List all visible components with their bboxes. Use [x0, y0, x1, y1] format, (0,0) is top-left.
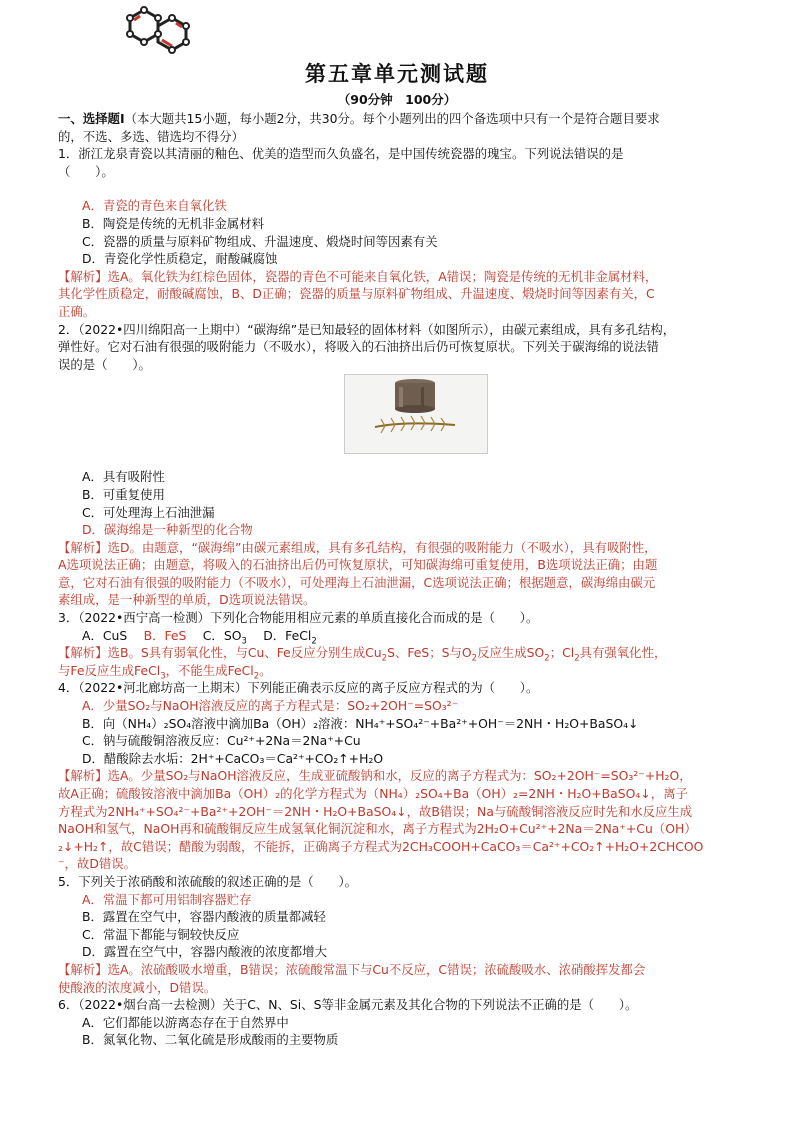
q4-option-b: B．向（NH₄）₂SO₄溶液中滴加Ba（OH）₂溶液：NH₄⁺+SO₄²⁻+Ba²⁺+OH⁻＝2NH・H₂O+BaSO₄↓: [82, 715, 639, 731]
q6-option-b: B．氮氧化物、二氧化硫是形成酸雨的主要物质: [82, 1032, 339, 1048]
q1-option-d: D．青瓷化学性质稳定，耐酸碱腐蚀: [82, 251, 278, 267]
q4-option-d: D．醋酸除去水垢：2H⁺+CaCO₃＝Ca²⁺+CO₂↑+H₂O: [82, 750, 384, 766]
q3-options: [58, 627, 738, 645]
q2-option-c: C．可处理海上石油泄漏: [82, 504, 215, 520]
q5-stem: 5．下列关于浓硝酸和浓硫酸的叙述正确的是（ ）。: [58, 873, 358, 889]
q2-option-b: B．可重复使用: [82, 486, 165, 502]
q3-option-a: A．CuS: [82, 627, 128, 643]
q1-stem-1: 1．浙江龙泉青瓷以其清丽的釉色、优美的造型而久负盛名，是中国传统瓷器的瑰宝。下列说法错误的是: [58, 146, 624, 162]
section-header: [58, 110, 738, 128]
q4-option-c: C．钠与硫酸铜溶液反应：Cu²⁺+2Na＝2Na⁺+Cu: [82, 733, 361, 749]
q2-stem-1: 2．（2022•四川绵阳高一上期中）“碳海绵”是已知最轻的固体材料（如图所示），由碳元素组成，具有多孔结构，: [58, 321, 676, 337]
naphthalene-logo-icon: [124, 6, 192, 58]
q2-option-d: D．碳海绵是一种新型的化合物: [82, 522, 253, 538]
page-subtitle: （90分钟 100分）: [337, 92, 457, 107]
q4-explanation-5: ₂↓+H₂↑，故C错误；醋酸为弱酸，不能拆，正确离子方程式为2CH₃COOH+CaCO₃＝Ca²⁺+CO₂↑+H₂O+2CHCOO: [58, 838, 704, 854]
q2-stem-2: 弹性好。它对石油有很强的吸附能力（不吸水），将吸入的石油挤出后仍可恢复原状。下列关于碳海绵的说法错: [58, 339, 659, 355]
q4-explanation-3: 方程式为2NH₄⁺+SO₄²⁻+Ba²⁺+2OH⁻＝2NH・H₂O+BaSO₄↓，故B错误；Na与硫酸铜溶液反应时先和水反应生成: [58, 803, 693, 819]
q4-option-a: A．少量SO₂与NaOH溶液反应的离子方程式是：SO₂+2OH⁻=SO₃²⁻: [82, 698, 459, 714]
q4-explanation-4: NaOH和氢气，NaOH再和硫酸铜反应生成氢氧化铜沉淀和水，离子方程式为2H₂O+Cu²⁺+2Na＝2Na⁺+Cu（OH）: [58, 821, 697, 837]
q3-option-d: D．FeCl$_2$: [263, 627, 317, 647]
q3-explanation-1: 【解析】选B。S具有弱氧化性，与Cu、Fe反应分别生成$Cu_2S$、FeS；S与$O_2$反应生成$SO_2$；$Cl_2$具有强氧化性，: [58, 645, 667, 664]
q1-explanation-2: 其化学性质稳定，耐酸碱腐蚀，B、D正确；瓷器的质量与原料矿物组成、升温速度、煅烧时间等因素有关，C: [58, 286, 655, 302]
q5-option-d: D．露置在空气中，容器内酸液的浓度都增大: [82, 944, 327, 960]
carbon-sponge-photo: [344, 374, 488, 454]
q6-stem: 6．（2022•烟台高一去检测）关于C、N、Si、S等非金属元素及其化合物的下列说法不正确的是（ ）。: [58, 997, 638, 1013]
q2-option-a: A．具有吸附性: [82, 469, 165, 485]
q3-stem: 3．（2022•西宁高一检测）下列化合物能用相应元素的单质直接化合而成的是（ ）。: [58, 610, 539, 626]
q2-stem-3: 误的是（ ）。: [58, 356, 151, 372]
q4-explanation-6: ⁻，故D错误。: [58, 856, 137, 872]
q5-option-c: C．常温下都能与铜较快反应: [82, 926, 240, 942]
section-heading: 一、选择题Ⅰ: [58, 111, 125, 126]
q1-option-a: A．青瓷的青色来自氧化铁: [82, 198, 227, 214]
q4-explanation-1: 【解析】选A。少量SO₂与NaOH溶液反应，生成亚硫酸钠和水，反应的离子方程式为：SO₂+2OH⁻=SO₃²⁻+H₂O，: [58, 768, 692, 784]
q2-explanation-4: 素组成，是一种新型的单质，D选项说法错误。: [58, 592, 316, 608]
q2-explanation-3: 意，它对石油有很强的吸附能力（不吸水），可处理海上石油泄漏，C选项说法正确；根据题意，碳海绵由碳元: [58, 574, 656, 590]
q4-explanation-2: 故A正确；硫酸铵溶液中滴加Ba（OH）₂的化学方程式为（NH₄）₂SO₄+Ba（OH）₂=2NH・H₂O+BaSO₄↓，离子: [58, 786, 688, 801]
q5-option-b: B．露置在空气中，容器内酸液的质量都减轻: [82, 909, 326, 925]
q3-option-c: C．$SO_3$: [202, 627, 247, 647]
page-title: 第五章单元测试题: [305, 61, 489, 86]
exam-content: [58, 110, 738, 1049]
q6-option-a: A．它们都能以游离态存在于自然界中: [82, 1014, 289, 1030]
section-desc-2: 的，不选、多选、错选均不得分）: [58, 128, 244, 144]
q4-stem: 4．（2022•河北廊坊高一上期末）下列能正确表示反应的离子反应方程式的为（ ）。: [58, 680, 539, 696]
q5-explanation-2: 使酸液的浓度减小，D错误。: [58, 979, 217, 995]
q5-option-a: A．常温下都可用铝制容器贮存: [82, 891, 252, 907]
q1-stem-2: （ ）。: [58, 163, 114, 179]
q2-explanation-1: 【解析】选D。由题意，“碳海绵”由碳元素组成，具有多孔结构，有很强的吸附能力（不吸水），具有吸附性，: [58, 539, 657, 555]
q3-explanation-2: 与Fe反应生成FeCl$_3$，不能生成FeCl$_2$。: [58, 662, 272, 682]
q3-option-b: B．FeS: [143, 627, 187, 643]
q1-option-b: B．陶瓷是传统的无机非金属材料: [82, 215, 264, 231]
section-desc-1: （本大题共15小题，每小题2分，共30分。每个小题列出的四个备选项中只有一个是符合题目要求: [124, 111, 660, 126]
q5-explanation-1: 【解析】选A。浓硫酸吸水增重，B错误；浓硫酸常温下与Cu不反应，C错误；浓硫酸吸水、浓硝酸挥发都会: [58, 961, 646, 977]
q1-option-c: C．瓷器的质量与原料矿物组成、升温速度、煅烧时间等因素有关: [82, 233, 438, 249]
q2-explanation-2: A选项说法正确；由题意，将吸入的石油挤出后仍可恢复原状，可知碳海绵可重复使用，B选项说法正确；由题: [58, 557, 658, 573]
q1-explanation-1: 【解析】选A。氧化铁为红棕色固体，瓷器的青色不可能来自氧化铁，A错误；陶瓷是传统的无机非金属材料，: [58, 268, 658, 284]
q1-explanation-3: 正确。: [58, 303, 96, 319]
